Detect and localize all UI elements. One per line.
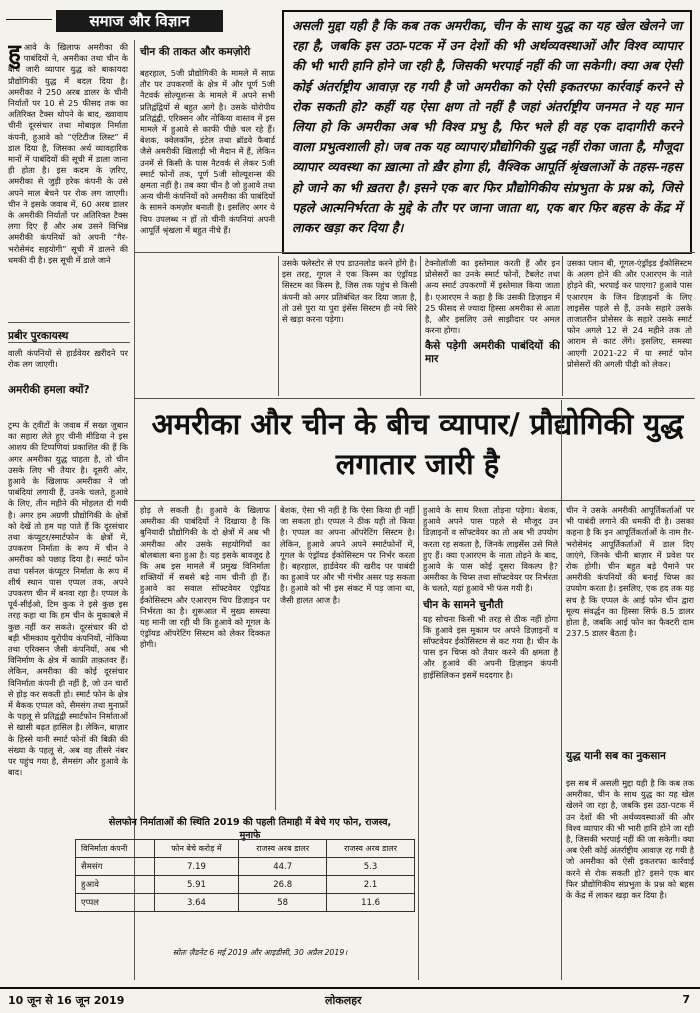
column-1-top <box>8 42 128 292</box>
subheading-china-power: चीन की ताकत और कमज़ोरी <box>140 46 251 58</box>
header-revenue-usd: राजस्व अरब डालर <box>327 840 415 858</box>
subheading-prabhir: प्रबीर पुरकायस्थ <box>8 330 69 342</box>
header-phones: फोन बेचे करोड़ में <box>154 840 239 858</box>
table-row: सैमसंग 7.19 44.7 5.3 <box>76 858 415 876</box>
drop-cap: हु <box>8 42 21 67</box>
page-footer <box>0 987 700 1013</box>
header-company: विनिर्माता कंपनी <box>76 840 155 858</box>
page-number: 7 <box>682 993 690 1006</box>
column-3-bottom: बेशक, ऐसा भी नहीं है कि ऐसा किया ही नहीं जा सकता हो। एप्पल ने ठीक यही तो किया है। एप्पल का अपना ऑपरेटिंग सिस्टम है। लेकिन, हुआवे अपने अपने स्मार्टफोनों में, गूगल के एंड्रॉयड ईकोसिस्टम पर निर्भर करता है। बहरहाल, हार्डवेयर की खरीद पर पाबंदी का हुआवे पर और भी गंभीर असर पड़ सकता है। हुआवे को भी इस संकट में पड़ जाना था, जैसी हालत आज है। <box>280 505 415 605</box>
column-2-top: बहरहाल, 5जी प्रौद्योगिकी के मामले में साफ़ तौर पर उपकरणों के क्षेत्र में और पूर्ण 5जी नैटवर्क सोल्यूशन्स के मामले में अपने सभी प्रतिद्वंद्वियों से बहुत आगे है। उसके योरोपीय प्रतिद्वंद्वी, एरिक्सन और नोकिया वास्तव में इस मामले में हुआवे से काफी पीछे चल रहे हैं। बेशक, क्वेलकॉम, इंटेल तथा ब्रॉडवे फैबार्ड जैसे अमरीकी खिलाड़ी भी मैदान में हैं, लेकिन उनमें से किसी के पास नैटवर्क से लेकर 5जी स्मार्ट फोनों तक, पूर्ण 5जी सोल्यूशन्स की क्षमता नहीं है। तब क्या चीन है जो हुआवे तथा अन्य चीनी कंपनियों को अमरीका की पाबंदियों के सामने कमज़ोर बनाती है। इसलिए अगर ये चिप उपलब्ध न हों तो चीनी कंपनियां अपनी आपूर्ति श्रृंखला में बहुत नीचे हैं। <box>140 68 275 235</box>
column-1-bottom: ट्रम्प के ट्वीटों के जवाब में सख्त जुबान का सहारा लेते हुए चीनी मीडिया ने इस आशय की टिप्पणियां प्रकाशित की हैं कि अगर अमरीका युद्ध चाहता है, तो चीन उसके लिए भी तैयार है। दूसरी ओर, हुआवे के खिलाफ अमरीका ने जो पाबंदियां लगायी हैं, उनके चलते, हुआवे के लिए, तीन महीने की मोहलत दी गयी है। अगर हम अग्रणी प्रौद्योगिकी के क्षेत्रों को देखें तो हम यह पाते हैं कि दूरसंचार तथा कंप्यूटर/स्मार्टफोन के क्षेत्रों में, उपकरण निर्माता के रूप में चीन ने अमरीका को पछाड़ दिया है। स्मार्ट फोन तथा पर्सनल कंप्यूटर निर्माता के रूप में शीर्ष स्थान पास एप्पल तक, अपने उपकरण चीन में बनवा रहा है। एप्पल के पूर्व-सीईओ, टिम कुक ने इसे कुछ इस तरह कहा था कि हम चीन के मुकाबले में कुछ नहीं कर सकते। दूरसंचार की दो बड़ी भीमकाय यूरोपीय कंपनियों, नोकिया तथा एरिक्सन जैसी कंपनियों, अब भी विनिर्माण के क्षेत्र में काफ़ी ताक़तवर हैं। लेकिन, अमरीका की कोई दूरसंचार विनिर्माता कंपनी ही नहीं है, जो उन चारों से होड़ कर सकती हो। स्मार्ट फोन के क्षेत्र में बैकक एप्पल को, सैमसंग तथा मुनाफ़ों के पहलू से प्रतिद्वंद्वी स्मार्टफोन निर्माताओं से खासी बढ़त हासिल है। लेकिन, बाज़ार के हिस्से यानी स्मार्ट फोनों की बिक्री की संख्या के पहलू से, अब वह तीसरे नंबर पर पहुंच गया है, सैमसंग और हुआवे के बाद। <box>8 420 128 778</box>
table-source: स्रोतः ज़ैडनेट 6 मई 2019 और आइडीसी, 30 अप्रैल 2019। <box>172 948 348 957</box>
table-header-row <box>76 840 415 858</box>
publication-name: लोकलहर <box>325 994 362 1007</box>
table-title: सेलफोन निर्माताओं की स्थिति 2019 की पहली तिमाही में बेचे गए फोन, राजस्व, मुनाफे <box>108 817 392 841</box>
column-4-bottom: हुआवे के साथ रिश्ता तोड़ना पड़ेगा। बेशक, हुआवे अपने पास पहले से मौजूद उन डिज़ाइनों व सॉफ्टवेयर का तो अब भी उपयोग करता रह सकता है, जिनके लाइसेंस उसे मिले हुए हैं। क्या एआरएम के नाता तोड़ने के बाद, हुआवे के पास कोई दूसरा विकल्प है? अमरीका के चिप्स तथा सॉफ्टवेयर पर निर्भरता के चलते, यहां हुआवे भी फंस गयी है। चीन के सामने चुनौती यह सोचना किसी भी तरह से ठीक नहीं होगा कि हुआवे इस मुकाम पर अपने डिज़ाइनों व सॉफ्टवेयर ईकोसिस्टम से कट गया है। चीन के पास इन चिप्स को तैयार करने की क्षमता है और हुआवे की अपनी डिज़ाइन कंपनी हाईसिलिकन इसमें मददगार है। <box>423 505 558 680</box>
subheading-war-loss: युद्ध यानी सब का नुकसान <box>566 750 666 762</box>
column-5-bottom: चीन ने उसके अमरीकी आपूर्तिकर्ताओं पर भी पाबंदी लगाने की धमकी दी है। उसका कहना है कि इन आपूर्तिकर्ताओं के नाम ग़ैर-भरोसेमंद आपूर्तिकर्ताओं में डाल दिए जाएंगे, जिनके चीनी बाज़ार में प्रवेश पर रोक होगी। चीन बहुत बड़े पैमाने पर अमरीकी कंपनियों की बनाई चिप्स का उपयोग करता है। इसलिए, एक हद तक यह सच है कि एप्पल के आई फोन चीन द्वारा मूल्य संवर्द्धन का हिस्सा सिर्फ 8.5 डालर होता है, जबकि आई फोन का फैक्टरी दाम 237.5 डालर बैठता है। <box>566 505 694 639</box>
column-3-top: उसके फ्लेस्टोर से एप डाउनलोड करने होंगे है। इस तरह, गूगल ने एक किस्म का एंड्रॉयड सिस्टम का किस्म है, जिस तक पहुंच से किसी कंपनी को अगर प्रतिबंधित कर दिया जाता है, तो उसे पुरा या पुरा इंसेंस सिस्टम ही नये सिरे से खड़ा करना पड़ेगा। <box>282 258 417 325</box>
column-4-top: टेक्नोलॉजी का इस्तेमाल करती हैं और इन प्रोसेसरों का उनके स्मार्ट फोनों, टैबलेट तथा अन्य स्मार्ट उपकरणों में इस्तेमाल किया जाता है। एआरएम ने कहा है कि उसकी डिज़ाइन में 25 फीसद से ज्यादा हिस्सा अमरीका से आता है, और इसलिए उसे साझीदार पर अमल करना होगा। कैसे पड़ेगी अमरीकी पाबंदियों की मार <box>425 258 560 366</box>
subheading-future-challenge: चीन के सामने चुनौती <box>423 598 504 611</box>
pull-quote-text: असली मुद्दा यही है कि कब तक अमरीका, चीन के साथ युद्ध का यह खेल खेलने जा रहा है, जबकि इस उठा-पटक में उन देशों की भी अर्थव्यवस्थाओं और विश्व व्यापार की भी भारी हानि होने जा रही है, जिसकी भरपाई नहीं की जा सकेगी। क्या अब ऐसी कोई अंतर्राष्ट्रीय आवाज़ रह गयी है जो अमरीका को ऐसी इकतरफा कार्रवाई करने से रोक सकती हो? कहीं यह ऐसा क्षण तो नहीं है जहां अंतर्राष्ट्रीय जनमत ने यह मान लिया हो कि अमरीका अब भी विश्व प्रभु है, फिर भले ही वह एक दादागीरी करने वाला प्रभुत्वशाली हो। जब तक यह व्यापार/प्रौद्योगिकी युद्ध नहीं रोका जाता है, मौजूदा व्यापार व्यवस्था का ख़ात्मा तो ख़ैर होगा ही, वैश्विक आपूर्ति श्रृंखलाओं के तहस-नहस हो जाने का भी ख़तरा है। इसने एक बार फिर प्रौद्योगिकीय संप्रभुता के प्रश्न को, जिसे पहले आत्मनिर्भरता के मुद्दे के तौर पर जाना जाता था, एक बार फिर बहस के केंद्र में लाकर खड़ा कर दिया है। <box>292 18 682 236</box>
column-5-top: उसका प्लान बी, गूगल-एंड्रॉइड ईकोसिस्टम के अलग होने की और एआरएम के नाते होड़ने की, भरपाई कर पाएगा? हुआवे पास एआरएम के जिन डिज़ाइनों के लिए लाइसेंस पहले से हैं, उनके सहारे उसके ताजातरीन प्रोसेसर के सहारे उसके स्मार्ट फोन अगले 12 से 24 महीने तक तो आराम से काट लेंगे। इसलिए, समस्या आएगी 2021-22 में या स्मार्ट फोन प्रोसेसरों की अगली पीढ़ी को लेकर। <box>567 258 692 369</box>
table-row: एप्पल 3.64 58 11.6 <box>76 894 415 912</box>
subheading-us-sanctions: कैसे पड़ेगी अमरीकी पाबंदियों की मार <box>425 340 560 366</box>
subheading-attack: अमरीकी हमला क्यों? <box>8 384 90 396</box>
section-title: समाज और विज्ञान <box>89 12 190 30</box>
section-header <box>56 10 223 32</box>
issue-date: 10 जून से 16 जून 2019 <box>8 994 125 1007</box>
sales-table <box>75 839 415 912</box>
header-revenue: राजस्व अरब डालर <box>239 840 327 858</box>
article-text: आवे के खिलाफ अमरीका की पाबंदियों ने, अमरीका तथा चीन के बीच जारी व्यापार युद्ध को बाकायदा प्रौद्योगिकी युद्ध में बदल दिया है। अमरीका ने 250 अरब डालर के चीनी निर्यातों पर 10 से 25 फीसद तक का अतिरिक्त टैक्स थोपने के बाद, ख्वावाय चीनी दूरसंचार तथा मोबाइल निर्माता कंपनी, हुआवे को “एंटिटीज लिस्ट” में डाल दिया है, जिसका अर्थ व्यावहारिक मानों में पाबंदियों की सूची में डाला जाना ही होता है। इस कदम के ज़रिए, अमरीका से जुड़ी हरेक कंपनी के उसे अपने माल बेचने पर रोक लग जाएगी। चीन ने इसके जवाब में, 60 अरब डालर के अमरीकी निर्यातों पर अतिरिक्त टैक्स लगा दिए हैं और अब उसने विभिन्न अमरीकी कंपनियों को अपनी “गैर-भरोसेमंद सहयोगी” सूची में डालने की धमकी दी है। इस सूची में डाले जाने <box>8 42 128 265</box>
column-1-mid: वाली कंपनियों से हार्डवेयर ख़रीदने पर रोक लग जाएगी। <box>8 348 128 370</box>
main-headline: अमरीका और चीन के बीच व्यापार/ प्रौद्योगिकी युद्ध लगातार जारी है <box>151 407 684 481</box>
pull-quote-box <box>282 10 692 254</box>
table-row: हुआवे 5.91 26.8 2.1 <box>76 876 415 894</box>
column-2-bottom: होड़ ले सकती है। हुआवे के खिलाफ अमरीका की पाबंदियों ने दिखाया है कि बुनियादी प्रौद्योगिकी के दो क्षेत्रों में अब भी अमरीका और उसके सहयोगियों का बोलबाला बना हुआ है। यह इसके बावजूद है कि अब इस मामले में प्रमुख विनिर्माता शक्तियों में सबसे बड़े नाम चीनी ही हैं। हुआवे का सवाल सॉफ्टवेयर एंड्रॉयड ईकोसिस्टम और एआरएम चिप डिज़ाइन पर निर्भरता का है। शुरूआत में मुख्य समस्या यह मानी जा रही थी कि हुआवे को गूगल के एंड्रॉयड ऑपरेटिंग सिस्टम को लेकर दिक्कत होगी। <box>140 505 270 650</box>
column-5-end: इस सब में असली मुद्दा यही है कि कब तक अमरीका, चीन के साथ युद्ध का यह खेल खेलने जा रहा है, जबकि इस उठा-पटक में उन देशों की भी अर्थव्यवस्थाओं की और विश्व व्यापार की भी भारी हानि होने जा रही है, जिसकी भरपाई नहीं की जा सकेगी। क्या अब ऐसी कोई अंतर्राष्ट्रीय आवाज़ रह गयी है जो अमरीका को ऐसी इकतरफा कार्रवाई करने से रोक सकती हो? इसने एक बार फिर प्रौद्योगिकीय संप्रभुता के प्रश्न को बहस के केंद्र में लाकर खड़ा कर दिया है। <box>566 778 694 901</box>
